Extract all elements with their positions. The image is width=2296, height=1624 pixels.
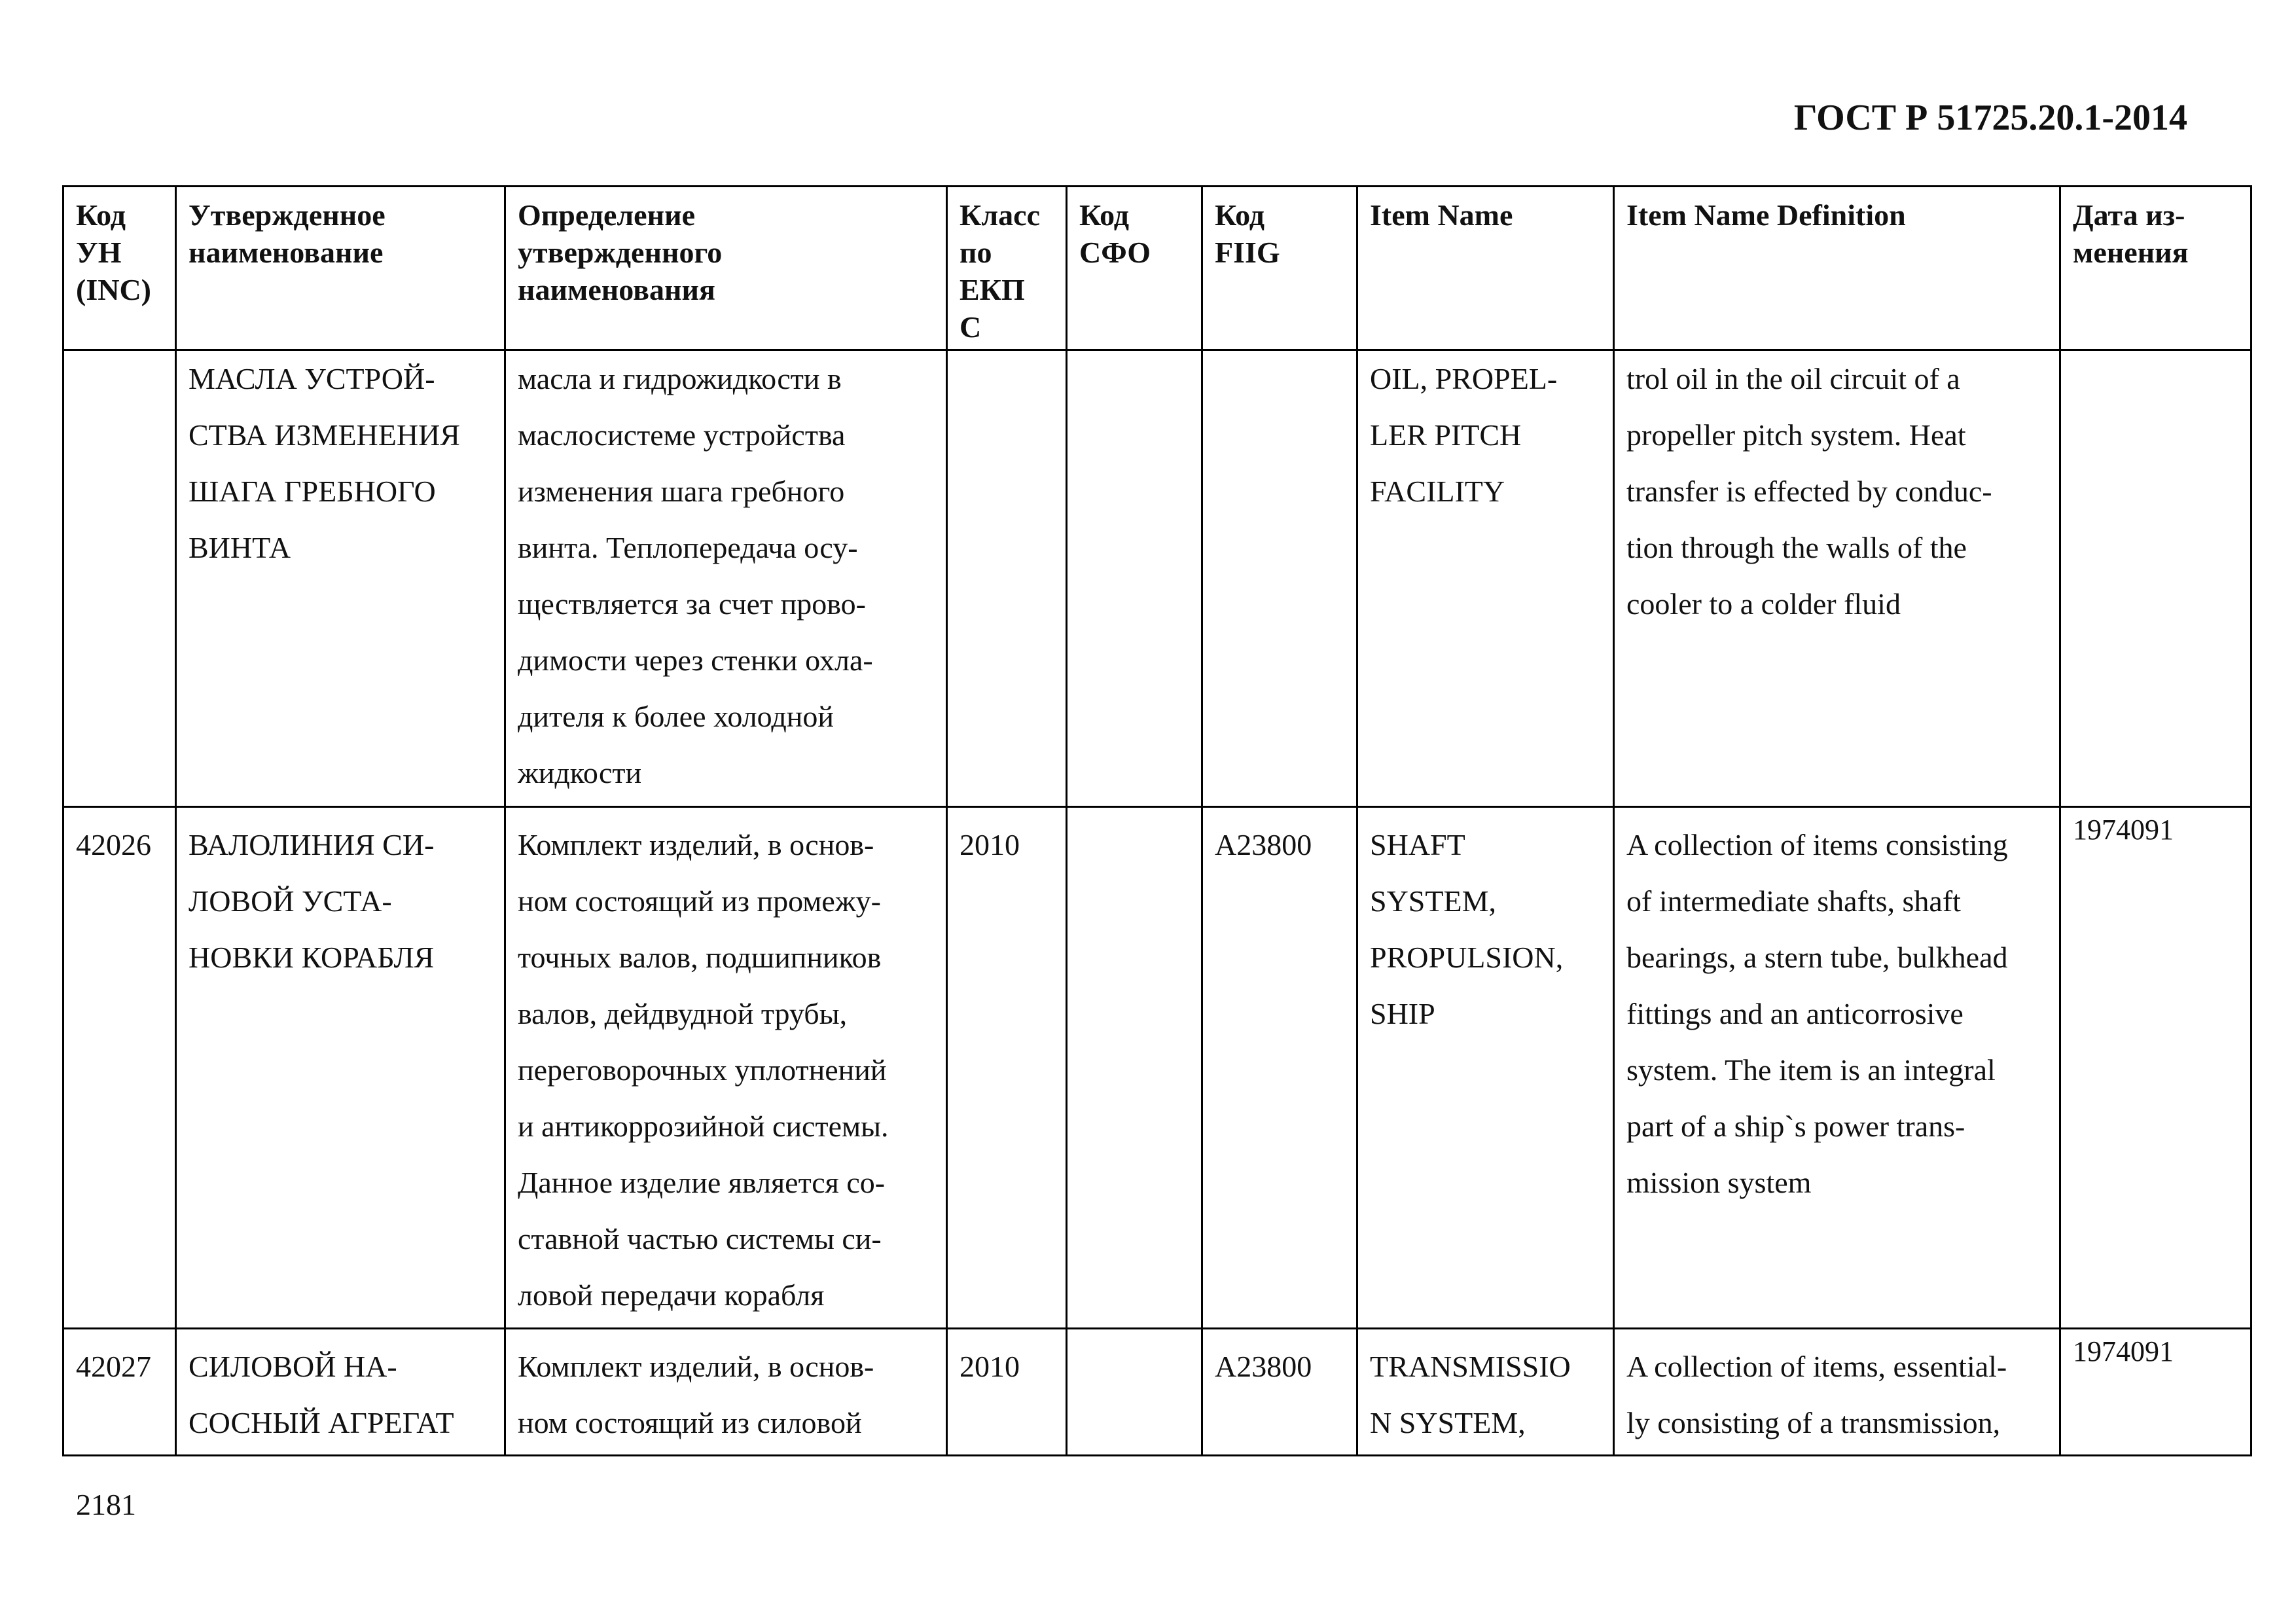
cell-fiig: A23800 [1202, 1329, 1357, 1456]
cell-definition: Комплект изделий, в основ- ном состоящий из промежу- точных валов, подшипников валов, дейдвудной трубы, переговорочных уплотнений и антикоррозийной системы. Данное изделие является со- ставной частью системы си- ловой передачи корабля [505, 807, 947, 1329]
cell-class: 2010 [947, 1329, 1067, 1456]
page-number: 2181 [76, 1488, 136, 1521]
cell-item-name: OIL, PROPEL- LER PITCH FACILITY [1357, 350, 1614, 807]
table-row [63, 1329, 2251, 1456]
document-code: ГОСТ Р 51725.20.1-2014 [1793, 98, 2187, 138]
cell-item-definition: A collection of items consisting of intermediate shafts, shaft bearings, a stern tube, bulkhead fittings and an anticorrosive system. The item is an integral part of a ship`s power trans- mission system [1614, 807, 2060, 1329]
column-header-sfo-code: Код СФО [1067, 187, 1202, 350]
column-header-item-name-definition: Item Name Definition [1614, 187, 2060, 350]
cell-date: 1974091 [2060, 807, 2251, 1329]
cell-name: МАСЛА УСТРОЙ- СТВА ИЗМЕНЕНИЯ ШАГА ГРЕБНОГО ВИНТА [176, 350, 505, 807]
cell-date: 1974091 [2060, 1329, 2251, 1456]
cell-sfo [1067, 350, 1202, 807]
cell-definition: масла и гидрожидкости в маслосистеме устройства изменения шага гребного винта. Теплопередача осу- ществляется за счет прово- димости через стенки охла- дителя к более холодной жидкости [505, 350, 947, 807]
cell-code: 42026 [63, 807, 176, 1329]
cell-fiig [1202, 350, 1357, 807]
column-header-definition: Определение утвержденного наименования [505, 187, 947, 350]
cell-name: ВАЛОЛИНИЯ СИ- ЛОВОЙ УСТА- НОВКИ КОРАБЛЯ [176, 807, 505, 1329]
column-header-fiig-code: Код FIIG [1202, 187, 1357, 350]
column-header-change-date: Дата из- менения [2060, 187, 2251, 350]
column-header-approved-name: Утвержденное наименование [176, 187, 505, 350]
column-header-code: Код УН (INC) [63, 187, 176, 350]
cell-date [2060, 350, 2251, 807]
cell-item-name: SHAFT SYSTEM, PROPULSION, SHIP [1357, 807, 1614, 1329]
cell-class [947, 350, 1067, 807]
cell-sfo [1067, 1329, 1202, 1456]
cell-class: 2010 [947, 807, 1067, 1329]
table-header-row [63, 187, 2251, 350]
cell-definition: Комплект изделий, в основ- ном состоящий из силовой [505, 1329, 947, 1456]
cell-code: 42027 [63, 1329, 176, 1456]
cell-item-definition: A collection of items, essential- ly consisting of a transmission, [1614, 1329, 2060, 1456]
catalog-table [62, 185, 2252, 1456]
cell-sfo [1067, 807, 1202, 1329]
cell-code [63, 350, 176, 807]
column-header-class: Класс по ЕКП С [947, 187, 1067, 350]
column-header-item-name: Item Name [1357, 187, 1614, 350]
cell-fiig: A23800 [1202, 807, 1357, 1329]
cell-item-name: TRANSMISSIO N SYSTEM, [1357, 1329, 1614, 1456]
cell-name: СИЛОВОЙ НА- СОСНЫЙ АГРЕГАТ [176, 1329, 505, 1456]
cell-item-definition: trol oil in the oil circuit of a propeller pitch system. Heat transfer is effected by conduc- tion through the walls of the cooler to a colder fluid [1614, 350, 2060, 807]
table-row [63, 807, 2251, 1329]
table-row [63, 350, 2251, 807]
